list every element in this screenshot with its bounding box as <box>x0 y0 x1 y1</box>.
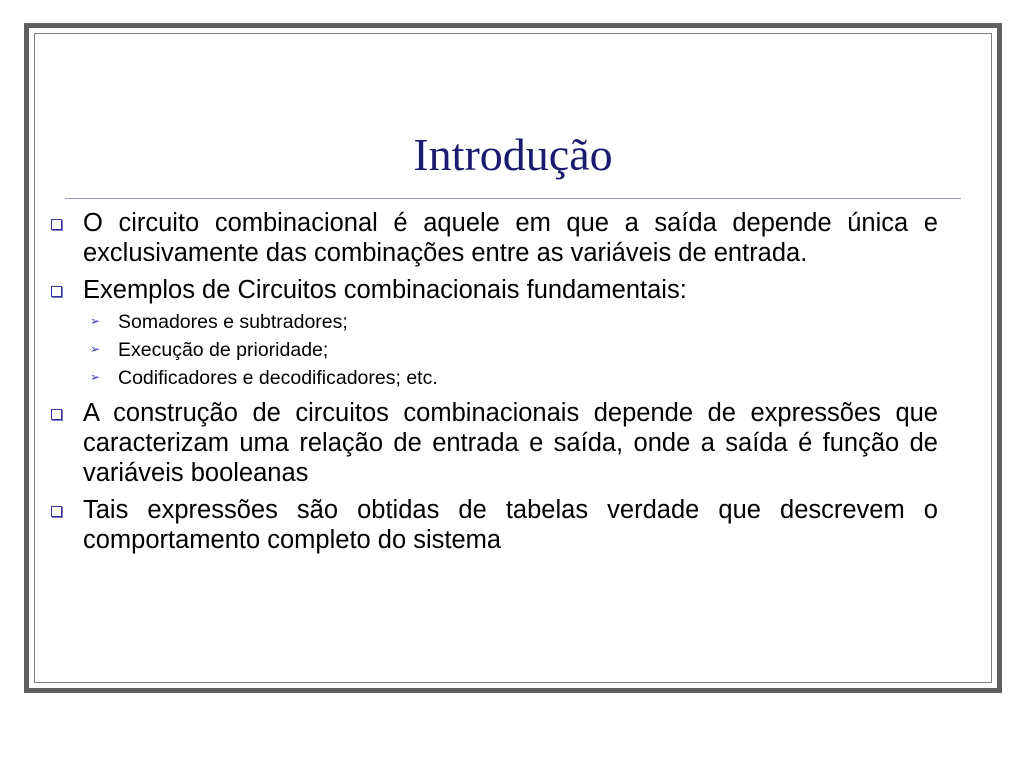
arrow-bullet-icon: ➢ <box>90 370 101 384</box>
title-divider <box>65 198 961 199</box>
slide-title: Introdução <box>413 129 613 180</box>
square-bullet-icon <box>51 286 62 297</box>
sub-bullet-list <box>83 308 938 392</box>
bullet-text: A construção de circuitos combinacionais depende de expressões que caracterizam uma relação de entrada e saída, onde a saída é função de variáveis booleanas <box>83 399 938 487</box>
bullet-text: Exemplos de Circuitos combinacionais fundamentais: <box>83 276 687 304</box>
arrow-bullet-icon: ➢ <box>90 342 101 356</box>
sub-bullet-item <box>83 336 938 364</box>
bullet-item <box>48 208 938 268</box>
bullet-item <box>48 275 938 305</box>
sub-bullet-text: Somadores e subtradores; <box>118 311 348 333</box>
square-bullet-icon <box>51 409 62 420</box>
bullet-text: O circuito combinacional é aquele em que a saída depende única e exclusivamente das combinações entre as variáveis de entrada. <box>83 209 938 267</box>
bullet-item <box>48 495 938 555</box>
sub-bullet-item <box>83 308 938 336</box>
sub-bullet-text: Execução de prioridade; <box>118 339 329 361</box>
arrow-bullet-icon: ➢ <box>90 314 101 328</box>
sub-bullet-item <box>83 364 938 392</box>
square-bullet-icon <box>51 506 62 517</box>
sub-bullet-text: Codificadores e decodificadores; etc. <box>118 367 438 389</box>
bullet-item <box>48 398 938 488</box>
slide-content <box>48 208 938 562</box>
square-bullet-icon <box>51 219 62 230</box>
bullet-text: Tais expressões são obtidas de tabelas verdade que descrevem o comportamento completo do sistema <box>83 496 938 554</box>
